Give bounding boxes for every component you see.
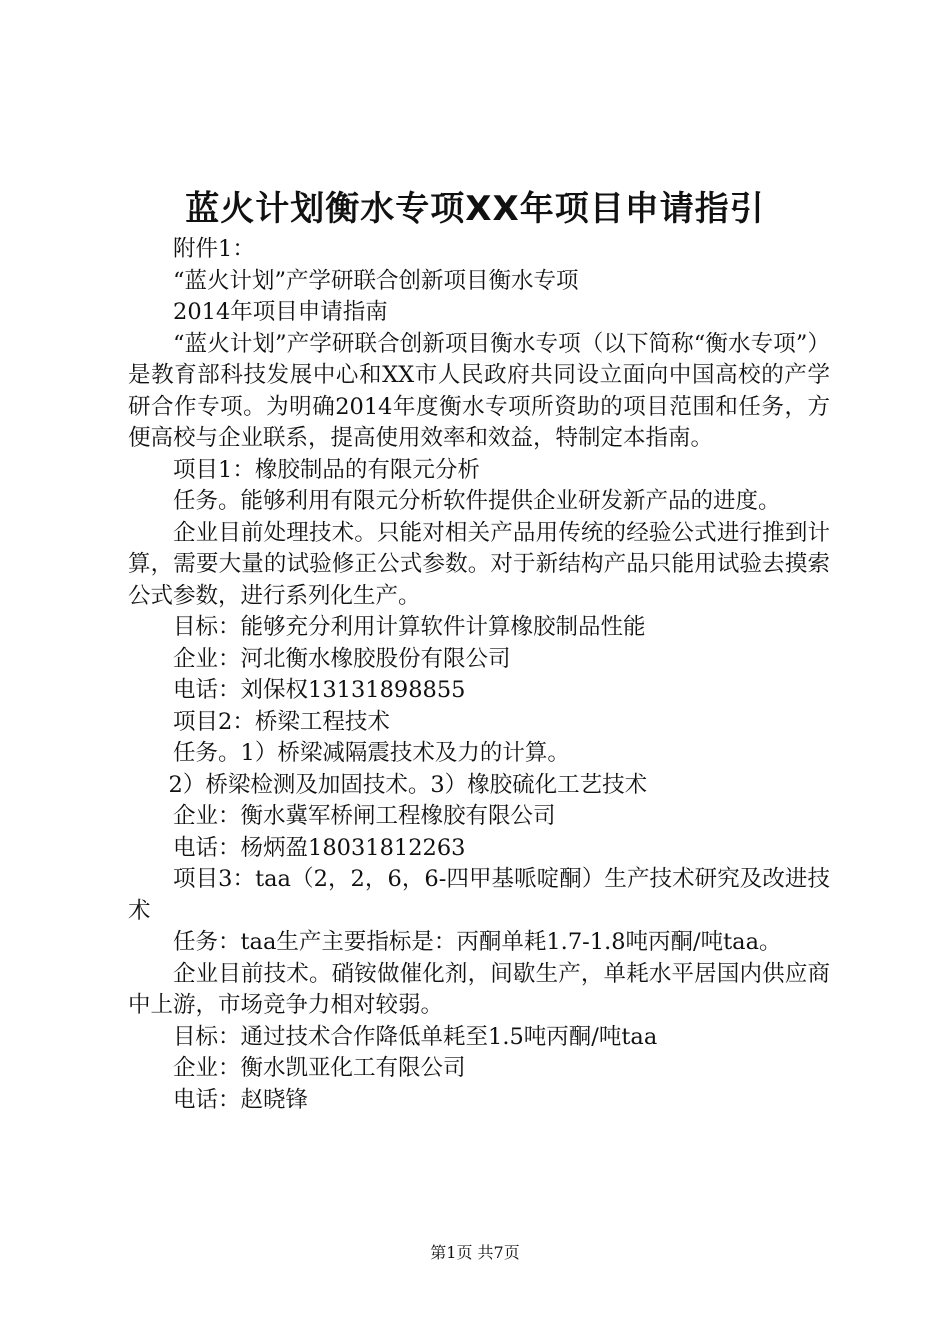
paragraph-program-name: “蓝火计划”产学研联合创新项目衡水专项 bbox=[173, 267, 579, 294]
page-number-footer: 第1页 共7页 bbox=[430, 1243, 520, 1262]
paragraph-project-1-goal: 目标：能够充分利用计算软件计算橡胶制品性能 bbox=[173, 614, 646, 640]
document-title: 蓝火计划衡水专项XX年项目申请指引 bbox=[185, 189, 765, 229]
paragraph-project-1-task: 任务。能够利用有限元分析软件提供企业研发新产品的进度。 bbox=[173, 488, 781, 514]
paragraph-guide-year: 2014年项目申请指南 bbox=[173, 299, 388, 325]
paragraph-project-3-current-tech: 企业目前技术。硝铵做催化剂，间歇生产，单耗水平居国内供应商中上游，市场竞争力相对较弱。 bbox=[128, 960, 830, 1018]
paragraph-project-2-phone: 电话：杨炳盈18031812263 bbox=[173, 834, 466, 861]
paragraph-project-3-phone: 电话：赵晓锋 bbox=[173, 1086, 309, 1113]
paragraph-project-3-goal: 目标：通过技术合作降低单耗至1.5吨丙酮/吨taa bbox=[173, 1023, 658, 1050]
paragraph-project-2-company: 企业：衡水冀军桥闸工程橡胶有限公司 bbox=[173, 803, 556, 829]
paragraph-project-2-task-cont: 2）桥梁检测及加固技术。3）橡胶硫化工艺技术 bbox=[168, 771, 648, 798]
paragraph-project-3-company: 企业：衡水凯亚化工有限公司 bbox=[173, 1055, 466, 1081]
paragraph-project-2-task: 任务。1）桥梁减隔震技术及力的计算。 bbox=[173, 740, 570, 766]
paragraph-project-1-phone: 电话：刘保权13131898855 bbox=[173, 677, 466, 703]
paragraph-project-1-current-tech: 企业目前处理技术。只能对相关产品用传统的经验公式进行推到计算，需要大量的试验修正公式参数。对于新结构产品只能用试验去摸索公式参数，进行系列化生产。 bbox=[128, 519, 830, 609]
paragraph-project-3-heading: 项目3：taa（2，2，6，6-四甲基哌啶酮）生产技术研究及改进技术 bbox=[128, 866, 830, 924]
paragraph-project-1-heading: 项目1：橡胶制品的有限元分析 bbox=[173, 456, 480, 483]
paragraph-project-1-company: 企业：河北衡水橡胶股份有限公司 bbox=[173, 645, 511, 672]
document-body bbox=[128, 234, 830, 1116]
paragraph-project-3-task: 任务：taa生产主要指标是：丙酮单耗1.7-1.8吨丙酮/吨taa。 bbox=[173, 929, 782, 955]
paragraph-project-2-heading: 项目2：桥梁工程技术 bbox=[173, 708, 390, 735]
paragraph-attachment: 附件1： bbox=[173, 236, 255, 262]
paragraph-intro: “蓝火计划”产学研联合创新项目衡水专项（以下简称“衡水专项”）是教育部科技发展中心和XX市人民政府共同设立面向中国高校的产学研合作专项。为明确2014年度衡水专项所资助的项目范围和任务，方便高校与企业联系，提高使用效率和效益，特制定本指南。 bbox=[128, 330, 830, 451]
